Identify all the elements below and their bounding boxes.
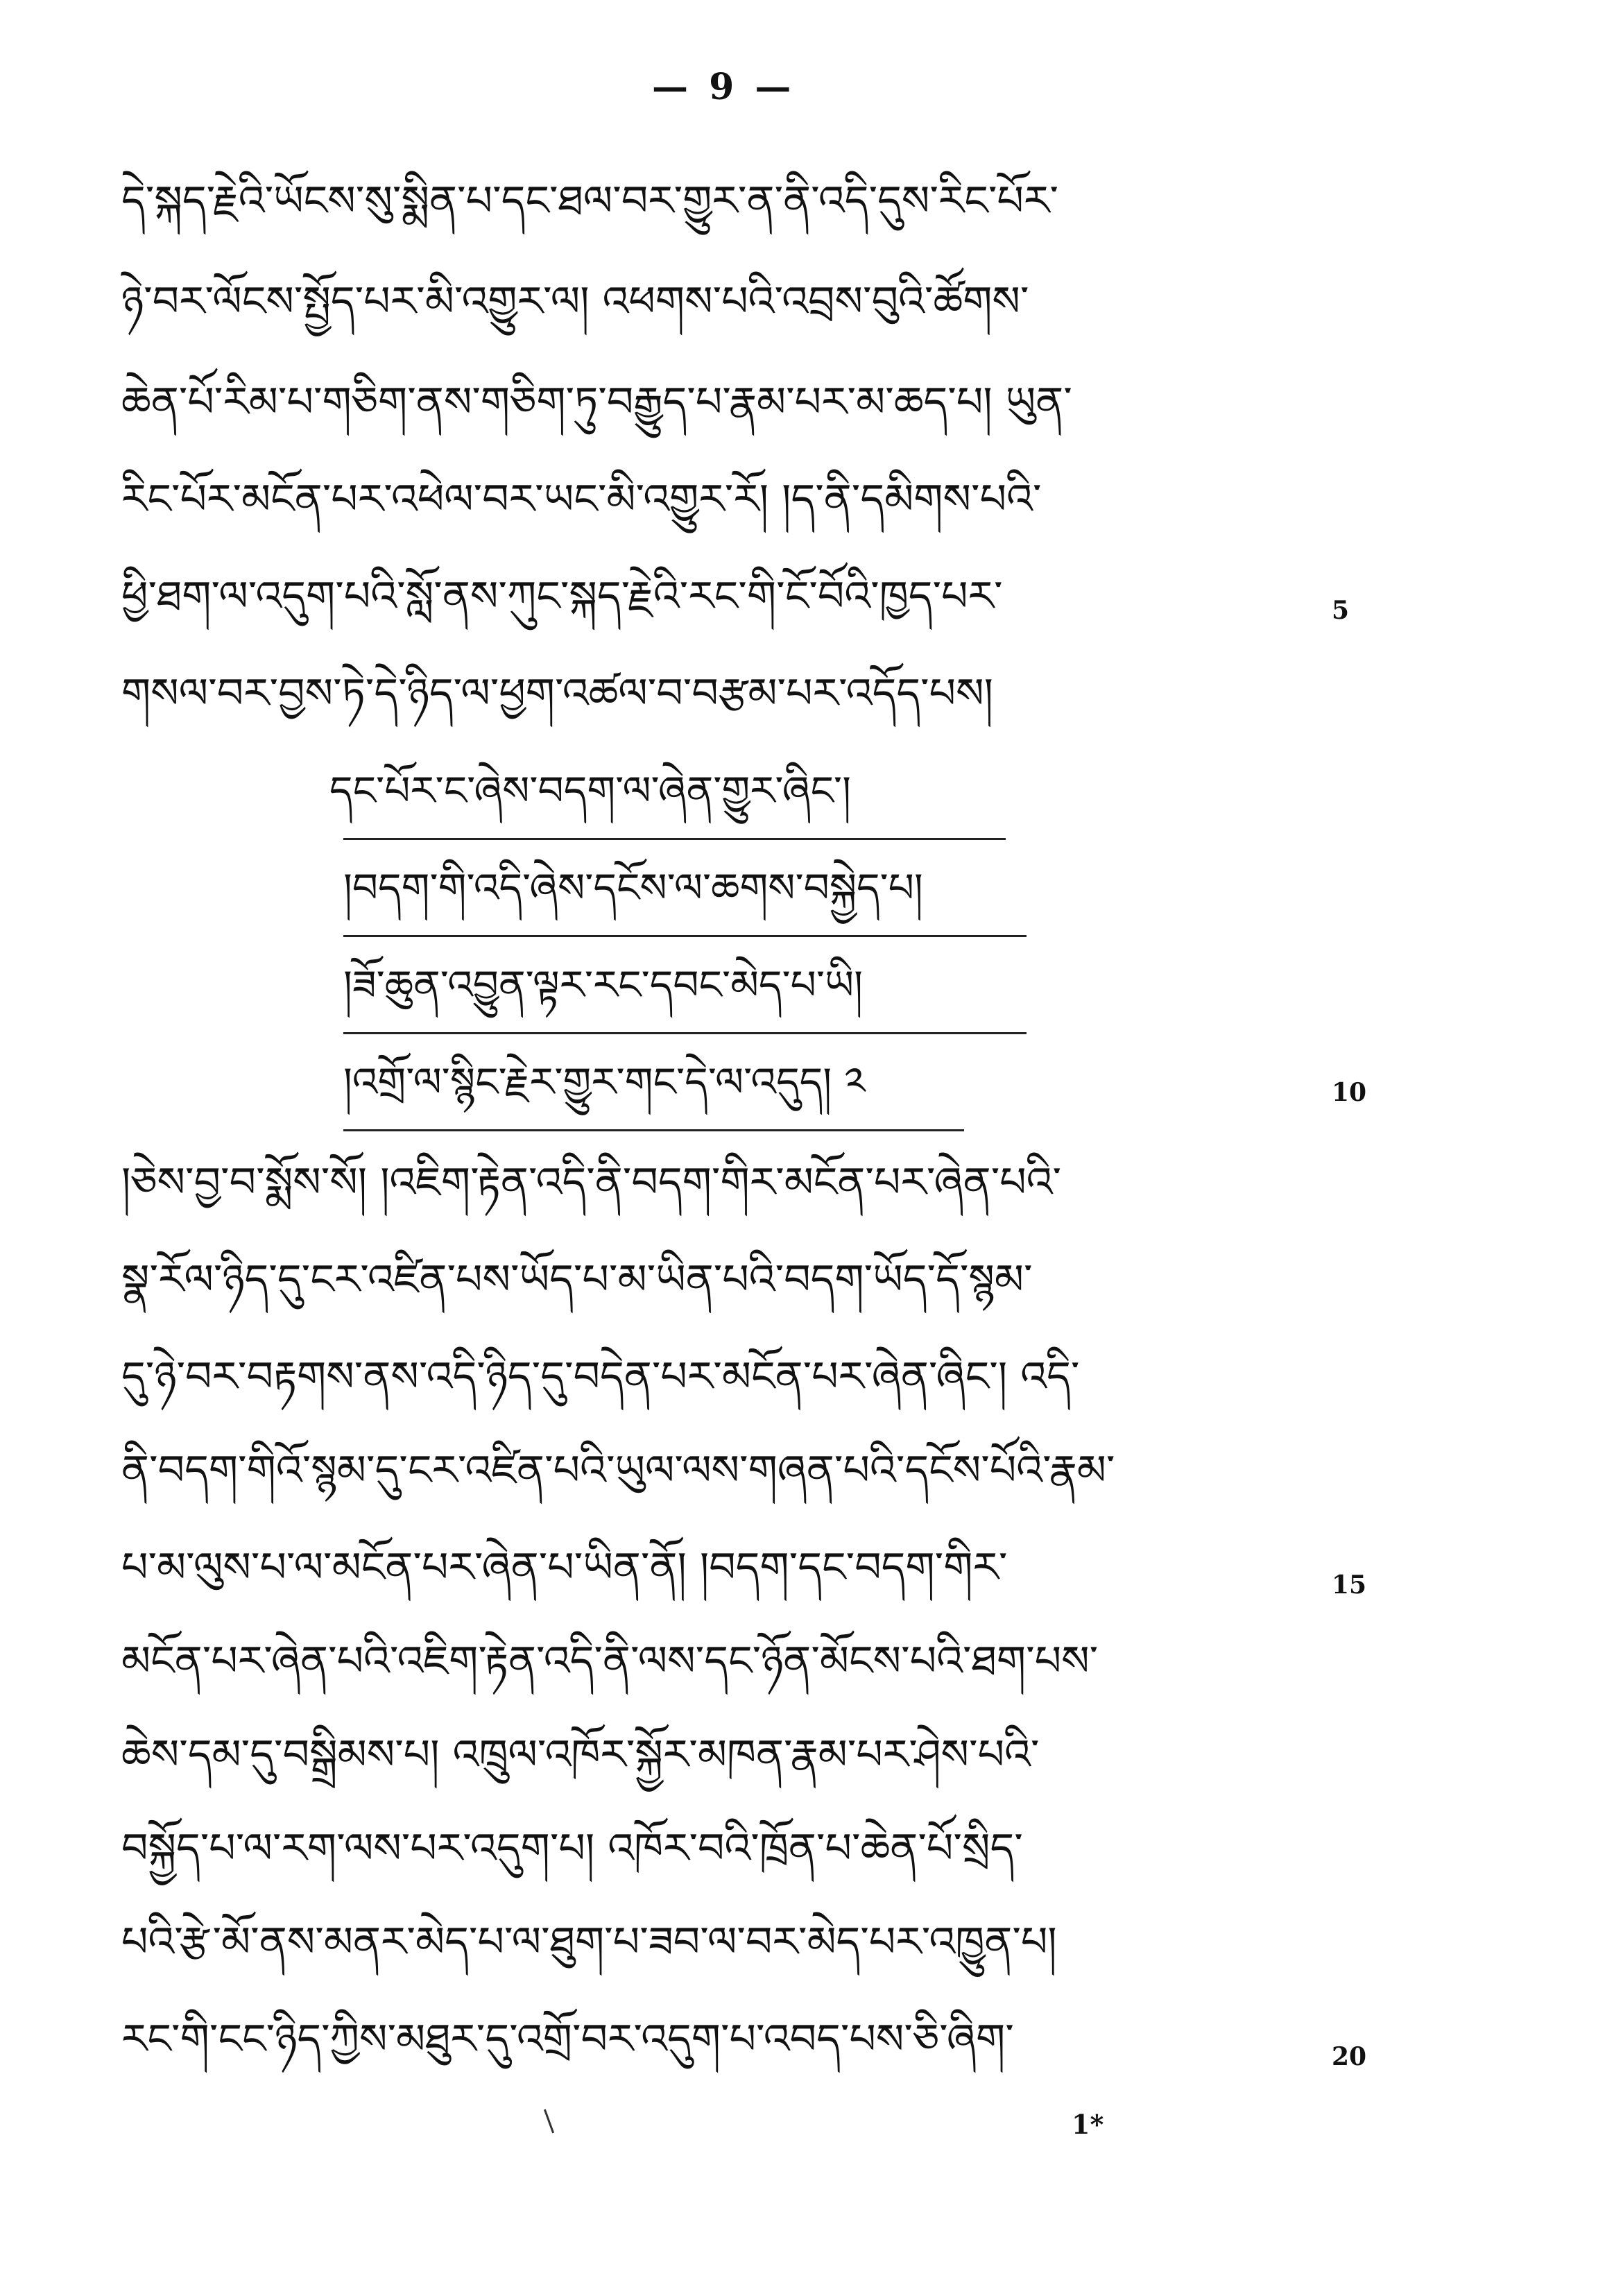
text-line: རང་གི་ངང་ཉིད་ཀྱིས་མཐུར་དུ་འགྲོ་བར་འདུག་པ་འབད་པས་ཅི་ཞིག་ — [121, 2015, 1014, 2064]
verse-line: །བདག་གི་འདི་ཞེས་དངོས་ལ་ཆགས་བསྐྱེད་པ། — [343, 864, 923, 911]
line-number: 20 — [1332, 2042, 1367, 2071]
page-number: — 9 — — [652, 66, 796, 108]
text-line: །ཅེས་བྱ་བ་སྨོས་སོ། །འཇིག་རྟེན་འདི་ནི་བདག་གིར་མངོན་པར་ཞེན་པའི་ — [121, 1158, 1062, 1207]
text-line: ནི་བདག་གིའོ་སྙམ་དུ་ངར་འཛིན་པའི་ཡུལ་ལས་གཞན་པའི་དངོས་པོའི་རྣམ་ — [121, 1446, 1115, 1495]
line-number: 10 — [1332, 1078, 1367, 1107]
text-line: པའི་རྩེ་མོ་ནས་མནར་མེད་པ་ལ་ཐུག་པ་ཟབ་ལ་བར་མེད་པར་འཁྱུན་པ། — [121, 1918, 1057, 1967]
verse-rule — [343, 935, 1027, 937]
text-line: ཆེན་པོ་རིམ་པ་གཅིག་ནས་གཅིག་ཏུ་བརྒྱུད་པ་རྣམ་པར་མ་ཆད་པ། ཡུན་ — [121, 378, 1072, 427]
verse-line: དང་པོར་ང་ཞེས་བདག་ལ་ཞེན་གྱུར་ཞིང་། — [329, 767, 851, 814]
line-number: 15 — [1332, 1570, 1367, 1600]
text-line: བསྐྱོད་པ་ལ་རག་ལས་པར་འདུག་པ། འཁོར་བའི་ཁྲོན་པ་ཆེན་པོ་སྲིད་ — [121, 1824, 1023, 1873]
text-line: པ་མ་ལུས་པ་ལ་མངོན་པར་ཞེན་པ་ཡིན་ནོ། །བདག་དང་བདག་གིར་ — [121, 1543, 1008, 1592]
text-line: དུ་ཉེ་བར་བརྟགས་ནས་འདི་ཉིད་དུ་བདེན་པར་མངོན་པར་ཞེན་ཞིང་། འདི་ — [121, 1353, 1080, 1401]
text-line: མངོན་པར་ཞེན་པའི་འཇིག་རྟེན་འདི་ནི་ལས་དང་ཉོན་མོངས་པའི་ཐག་པས་ — [121, 1637, 1099, 1686]
text-line: གསལ་བར་བྱས་ཏེ་དེ་ཉིད་ལ་ཕྱག་འཚལ་བ་བརྩམ་པར་འདོད་པས། — [121, 669, 993, 718]
text-line: ཆེས་དམ་དུ་བསྒྲིམས་པ། འཁྲུལ་འཁོར་སྐྱོར་མཁན་རྣམ་པར་ཤེས་པའི་ — [121, 1731, 1040, 1779]
line-number: 5 — [1332, 596, 1350, 625]
verse-line: །འགྲོ་ལ་སྙིང་རྗེར་གྱུར་གང་དེ་ལ་འདུད། ༢ — [343, 1059, 866, 1106]
text-line: རིང་པོར་མངོན་པར་འཕེལ་བར་ཡང་མི་འགྱུར་རོ། །ད་ནི་དམིགས་པའི་ — [121, 475, 1042, 524]
verse-rule — [343, 838, 1006, 840]
signature-mark: 1* — [1072, 2109, 1104, 2140]
text-line: ཉེ་བར་ལོངས་སྤྱོད་པར་མི་འགྱུར་ལ། འཕགས་པའི་འབྲས་བུའི་ཚོགས་ — [121, 277, 1029, 326]
text-line: དེ་སྐད་རྗེའི་ཡོངས་སུ་སྨིན་པ་དང་ཐལ་བར་གྱུར་ན་ནི་འདི་དུས་རིང་པོར་ — [121, 177, 1058, 225]
verse-rule — [343, 1032, 1027, 1034]
verse-rule — [343, 1129, 964, 1131]
verse-line: །ཟོ་ཆུན་འབྱུན་ལྟར་རང་དབང་མེད་པ་ཡི། — [343, 961, 863, 1009]
stray-mark — [544, 2109, 554, 2134]
text-line: སྣ་རོལ་ཉིད་དུ་ངར་འཛིན་པས་ཡོད་པ་མ་ཡིན་པའི་བདག་ཡོད་དོ་སྙམ་ — [121, 1256, 1033, 1304]
text-line: ཕྱི་ཐག་ལ་འདུག་པའི་སློ་ནས་ཀུང་སྐད་རྗེའི་རང་གི་ངོ་བོའི་ཁྱད་པར་ — [121, 572, 1003, 621]
